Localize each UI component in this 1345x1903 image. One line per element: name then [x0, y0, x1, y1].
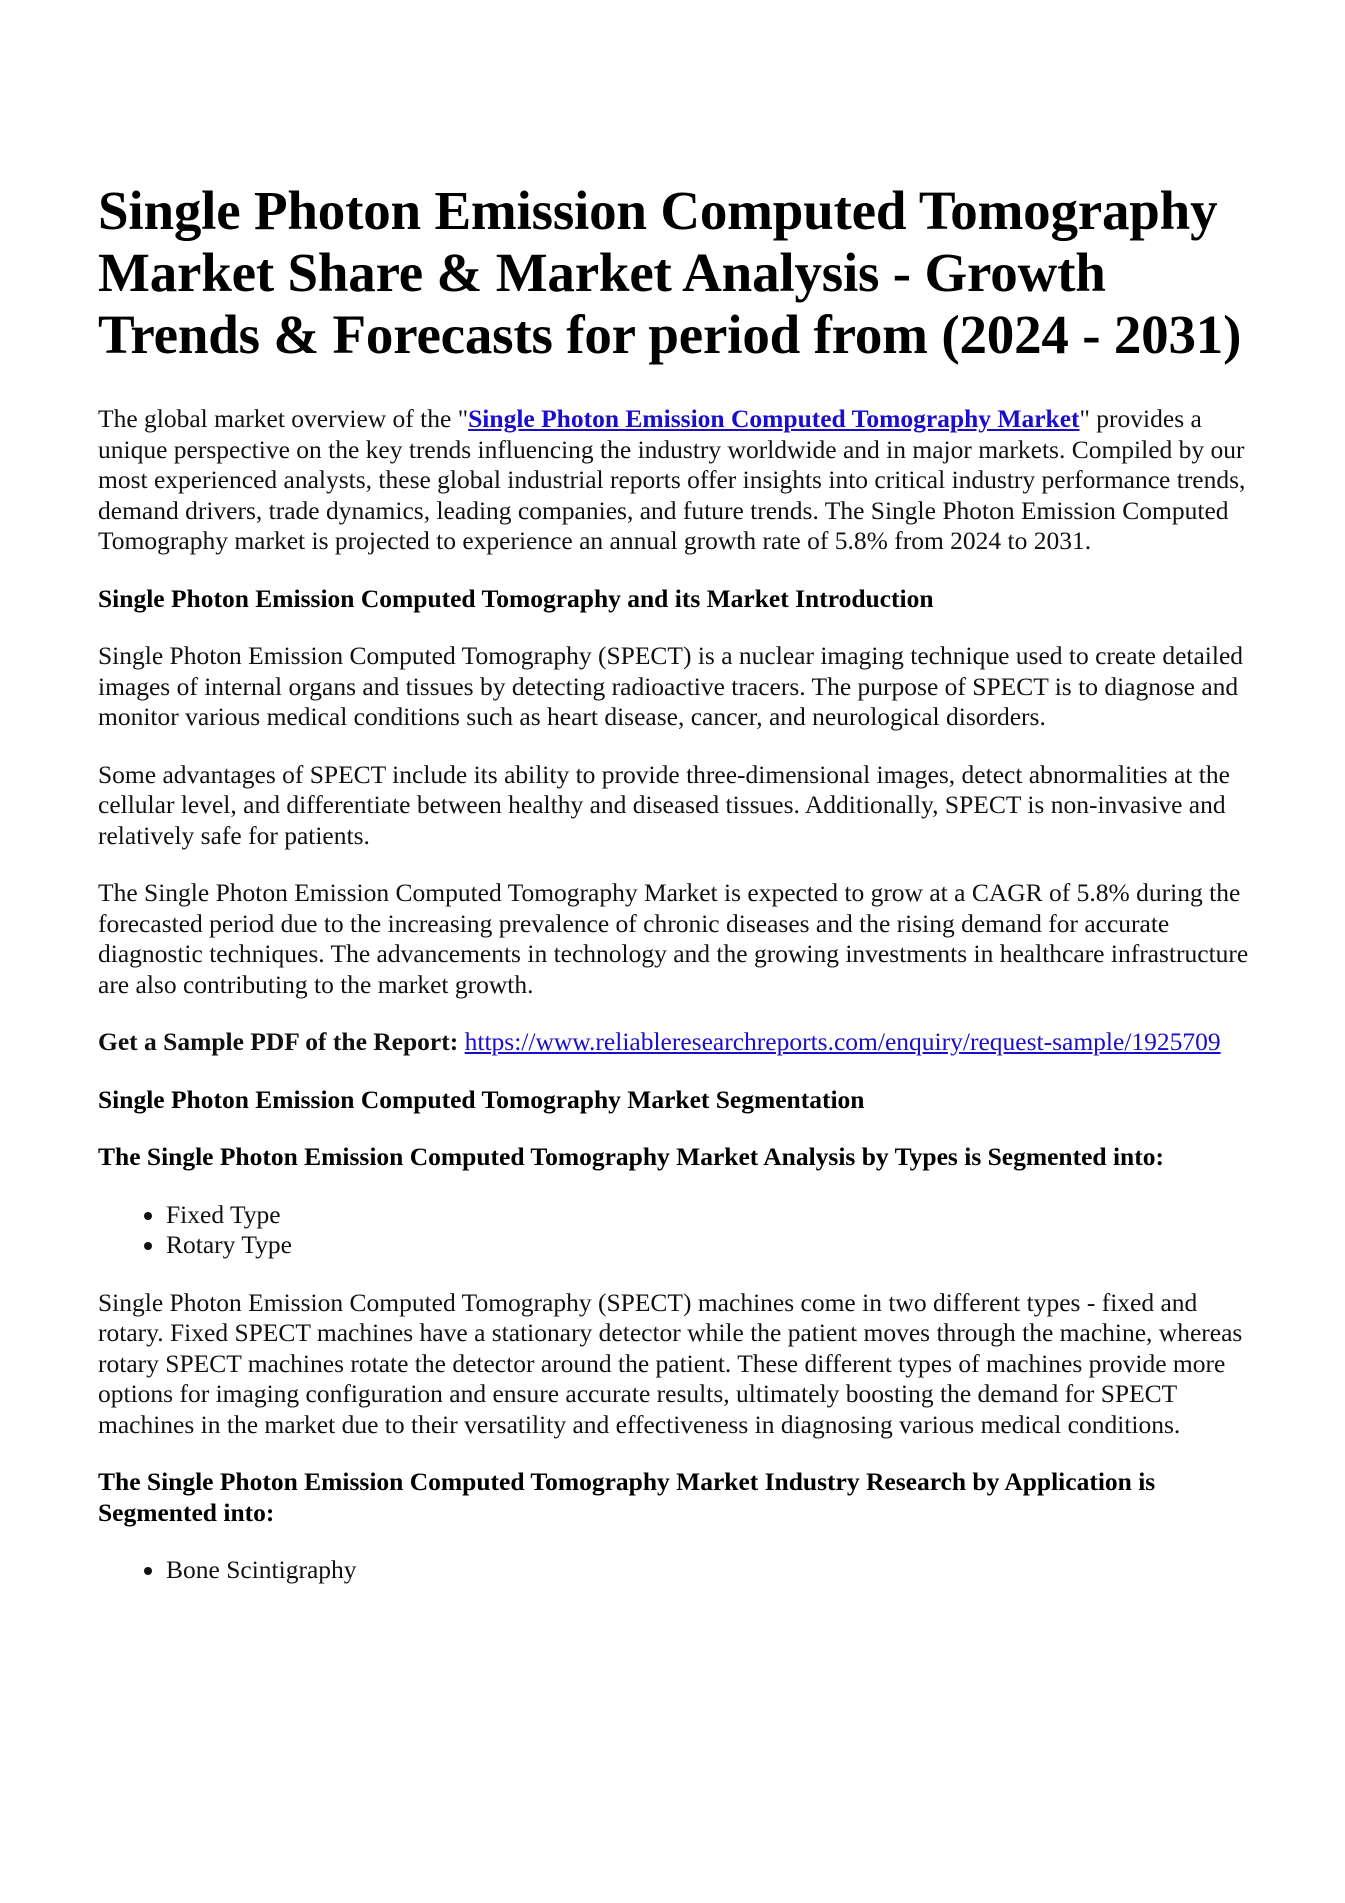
- sample-pdf-label: Get a Sample PDF of the Report:: [98, 1027, 459, 1056]
- list-item: • Fixed Type: [166, 1200, 1258, 1231]
- list-item: • Rotary Type: [166, 1230, 1258, 1261]
- market-growth-paragraph: The Single Photon Emission Computed Tomography Market is expected to grow at a CAGR of 5.8% during the forecasted period due to the increasing prevalence of chronic diseases and the rising demand for accurate diagnostic techniques. The advancements in technology and the growing investments in healthcare infrastructure are also contributing to the market growth.: [98, 878, 1249, 999]
- intro-text-before: The global market overview of the ": [98, 404, 469, 433]
- segmentation-heading: Single Photon Emission Computed Tomography Market Segmentation: [98, 1084, 865, 1114]
- types-heading: The Single Photon Emission Computed Tomography Market Analysis by Types is Segmented into:: [98, 1142, 1164, 1171]
- applications-list: [98, 1555, 1258, 1586]
- market-link[interactable]: Single Photon Emission Computed Tomography Market: [468, 404, 1080, 433]
- sample-pdf-link[interactable]: https://www.reliableresearchreports.com/enquiry/request-sample/1925709: [464, 1027, 1221, 1056]
- spect-advantages-paragraph: Some advantages of SPECT include its ability to provide three-dimensional images, detect abnormalities at the cellular level, and differentiate between healthy and diseased tissues. Additionally, SPECT is non-invasive and relatively safe for patients.: [98, 759, 1230, 850]
- intro-paragraph: [98, 404, 1258, 557]
- list-item: • Bone Scintigraphy: [166, 1555, 1258, 1586]
- market-introduction-heading: Single Photon Emission Computed Tomography and its Market Introduction: [98, 583, 934, 613]
- intro-text-after: " provides a unique perspective on the key trends influencing the industry worldwide and in major markets. Compiled by our most experienced analysts, these global industrial reports offer insights into critical industry performance trends, demand drivers, trade dynamics, leading companies, and future trends. The Single Photon Emission Computed Tomography market is projected to experience an annual growth rate of 5.8% from 2024 to 2031.: [98, 404, 1246, 555]
- spect-definition-paragraph: Single Photon Emission Computed Tomography (SPECT) is a nuclear imaging technique used to create detailed images of internal organs and tissues by detecting radioactive tracers. The purpose of SPECT is to diagnose and monitor various medical conditions such as heart disease, cancer, and neurological disorders.: [98, 641, 1244, 731]
- document-page: [98, 180, 1258, 1613]
- sample-pdf-paragraph: [98, 1027, 1258, 1058]
- types-list: [98, 1200, 1258, 1261]
- page-title: Single Photon Emission Computed Tomography Market Share & Market Analysis - Growth Trends & Forecasts for period from (2024 - 2031): [98, 180, 1242, 365]
- types-description-paragraph: Single Photon Emission Computed Tomography (SPECT) machines come in two different types - fixed and rotary. Fixed SPECT machines have a stationary detector while the patient moves through the machine, whereas rotary SPECT machines rotate the detector around the patient. These different types of machines provide more options for imaging configuration and ensure accurate results, ultimately boosting the demand for SPECT machines in the market due to their versatility and effectiveness in diagnosing various medical conditions.: [98, 1287, 1243, 1439]
- application-heading: The Single Photon Emission Computed Tomography Market Industry Research by Application is Segmented into:: [98, 1467, 1156, 1527]
